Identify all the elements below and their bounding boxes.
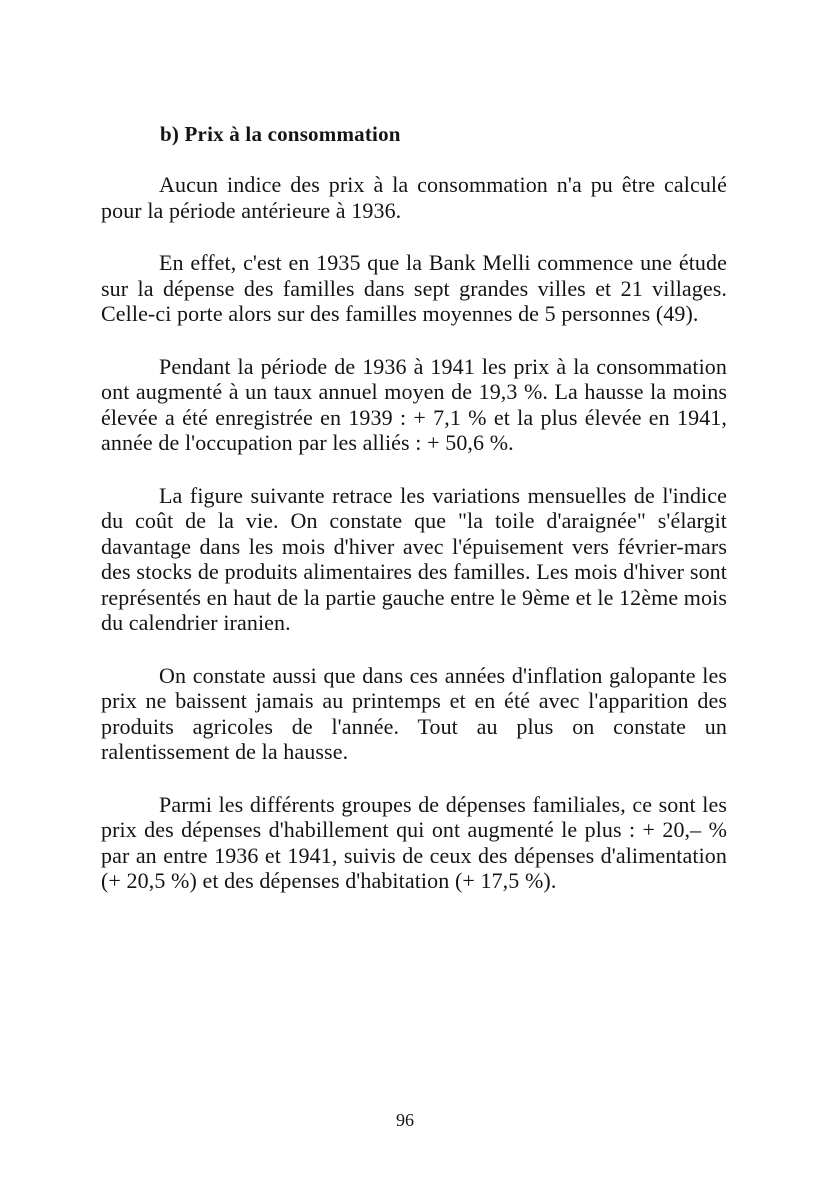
paragraph-5: On constate aussi que dans ces années d'inflation galopante les prix ne baissent jamais au printemps et en été avec l'apparition des produits agricoles de l'année. Tout au plus on constate un ralentissement de la hausse. — [101, 662, 727, 764]
paragraph-4: La figure suivante retrace les variations mensuelles de l'indice du coût de la vie. On constate que "la toile d'araignée" s'élargit davantage dans les mois d'hiver avec l'épuisement vers février-mars des stocks de produits alimentaires des familles. Les mois d'hiver sont représentés en haut de la partie gauche entre le 9ème et le 12ème mois du calendrier iranien. — [101, 482, 727, 635]
paragraph-6: Parmi les différents groupes de dépenses familiales, ce sont les prix des dépenses d'habillement qui ont augmenté le plus : + 20,– % par an entre 1936 et 1941, suivis de ceux des dépenses d'alimentation (+ 20,5 %) et des dépenses d'habitation (+ 17,5 %). — [101, 791, 727, 893]
page-number: 96 — [396, 1110, 414, 1130]
body-text — [101, 172, 727, 921]
paragraph-2: En effet, c'est en 1935 que la Bank Melli commence une étude sur la dépense des familles dans sept grandes villes et 21 villages. Celle-ci porte alors sur des familles moyennes de 5 personnes (49). — [101, 250, 727, 326]
paragraph-1: Aucun indice des prix à la consommation n'a pu être calculé pour la période antérieure à 1936. — [101, 172, 727, 223]
section-heading: b) Prix à la consommation — [160, 122, 401, 146]
paragraph-3: Pendant la période de 1936 à 1941 les prix à la consommation ont augmenté à un taux annuel moyen de 19,3 %. La hausse la moins élevée a été enregistrée en 1939 : + 7,1 % et la plus élevée en 1941, année de l'occupation par les alliés : + 50,6 %. — [101, 353, 727, 455]
